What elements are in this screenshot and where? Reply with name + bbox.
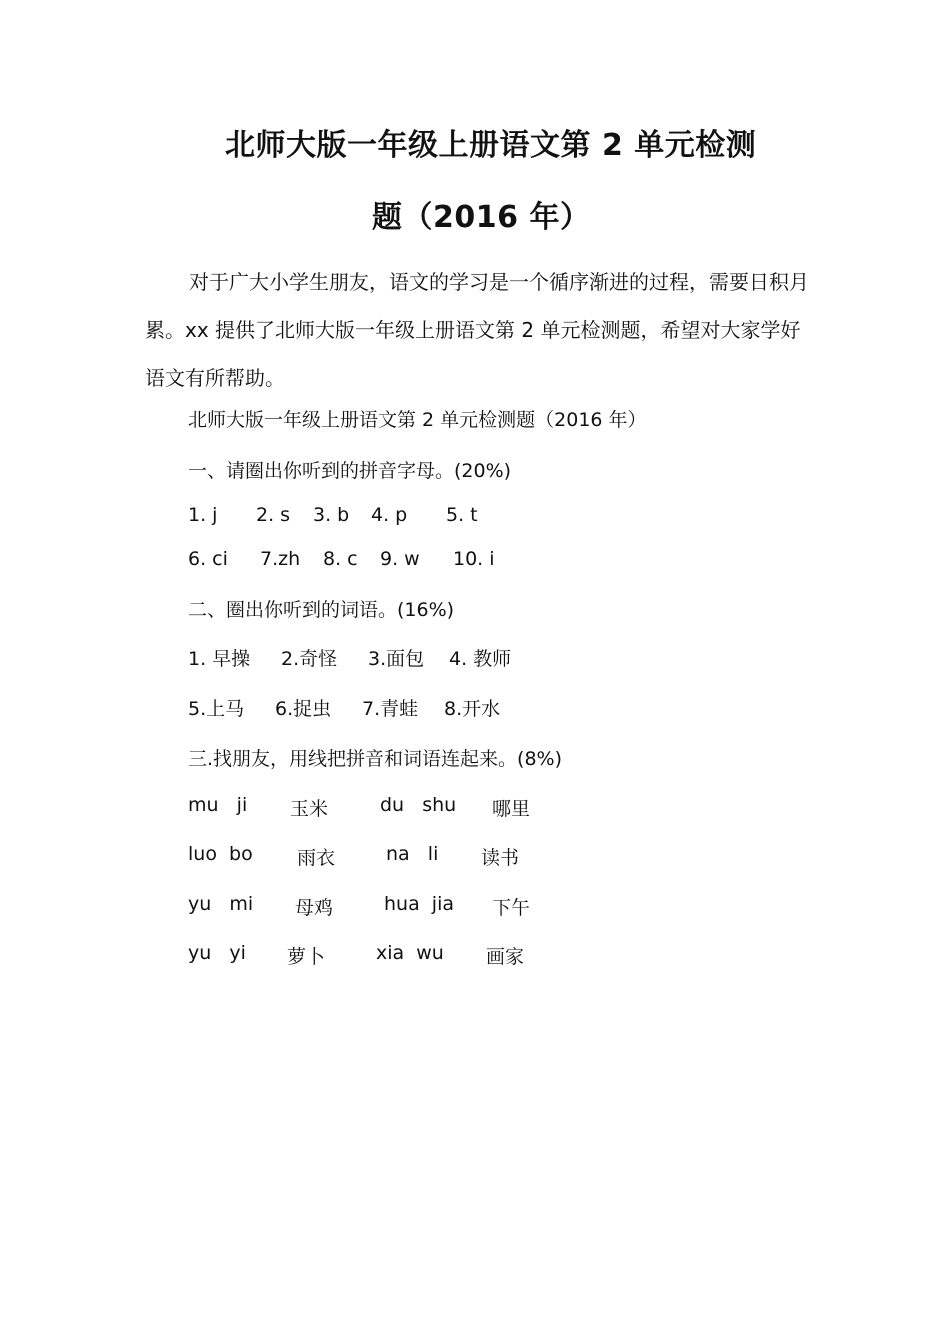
word-cell: 读书: [481, 847, 520, 869]
pinyin-option: 4. p: [371, 504, 408, 526]
word-option: 1. 早操: [188, 648, 251, 670]
document-title-line-2: 题（2016 年）: [372, 200, 591, 235]
pinyin-option: 1. j: [188, 504, 218, 526]
pinyin-cell: xia wu: [376, 942, 444, 964]
pinyin-cell: mu ji: [188, 794, 248, 816]
word-cell: 哪里: [492, 798, 531, 820]
intro-paragraph: [145, 258, 813, 402]
pinyin-option: 5. t: [446, 504, 478, 526]
pinyin-option: 8. c: [323, 548, 358, 570]
pinyin-cell: na li: [386, 843, 439, 865]
word-cell: 玉米: [290, 798, 329, 820]
word-option: 7.青蛙: [362, 698, 419, 720]
pinyin-option: 6. ci: [188, 548, 228, 570]
section-1-heading: 一、请圈出你听到的拼音字母。(20%): [188, 460, 512, 482]
word-option: 8.开水: [444, 698, 501, 720]
word-option: 3.面包: [368, 648, 425, 670]
pinyin-cell: luo bo: [188, 843, 253, 865]
word-option: 2.奇怪: [281, 648, 338, 670]
word-cell: 母鸡: [295, 897, 334, 919]
pinyin-option: 2. s: [256, 504, 291, 526]
pinyin-cell: du shu: [380, 794, 457, 816]
section-3-heading: 三.找朋友，用线把拼音和词语连起来。(8%): [188, 748, 563, 770]
word-cell: 画家: [486, 946, 525, 968]
intro-text: 对于广大小学生朋友，语文的学习是一个循序渐进的过程，需要日积月累。xx 提供了北师大版一年级上册语文第 2 单元检测题，希望对大家学好语文有所帮助。: [145, 270, 809, 390]
word-option: 5.上马: [188, 698, 245, 720]
word-option: 6.捉虫: [275, 698, 332, 720]
pinyin-option: 9. w: [380, 548, 420, 570]
section-2-heading: 二、圈出你听到的词语。(16%): [188, 599, 455, 621]
document-title-line-1: 北师大版一年级上册语文第 2 单元检测: [225, 128, 757, 163]
word-cell: 萝卜: [287, 946, 326, 968]
pinyin-option: 7.zh: [260, 548, 301, 570]
subtitle: 北师大版一年级上册语文第 2 单元检测题（2016 年）: [188, 409, 647, 431]
pinyin-option: 3. b: [313, 504, 350, 526]
pinyin-cell: yu yi: [188, 942, 246, 964]
pinyin-option: 10. i: [453, 548, 495, 570]
pinyin-cell: hua jia: [384, 893, 455, 915]
word-cell: 雨衣: [297, 847, 336, 869]
pinyin-cell: yu mi: [188, 893, 254, 915]
word-option: 4. 教师: [449, 648, 512, 670]
word-cell: 下午: [492, 897, 531, 919]
